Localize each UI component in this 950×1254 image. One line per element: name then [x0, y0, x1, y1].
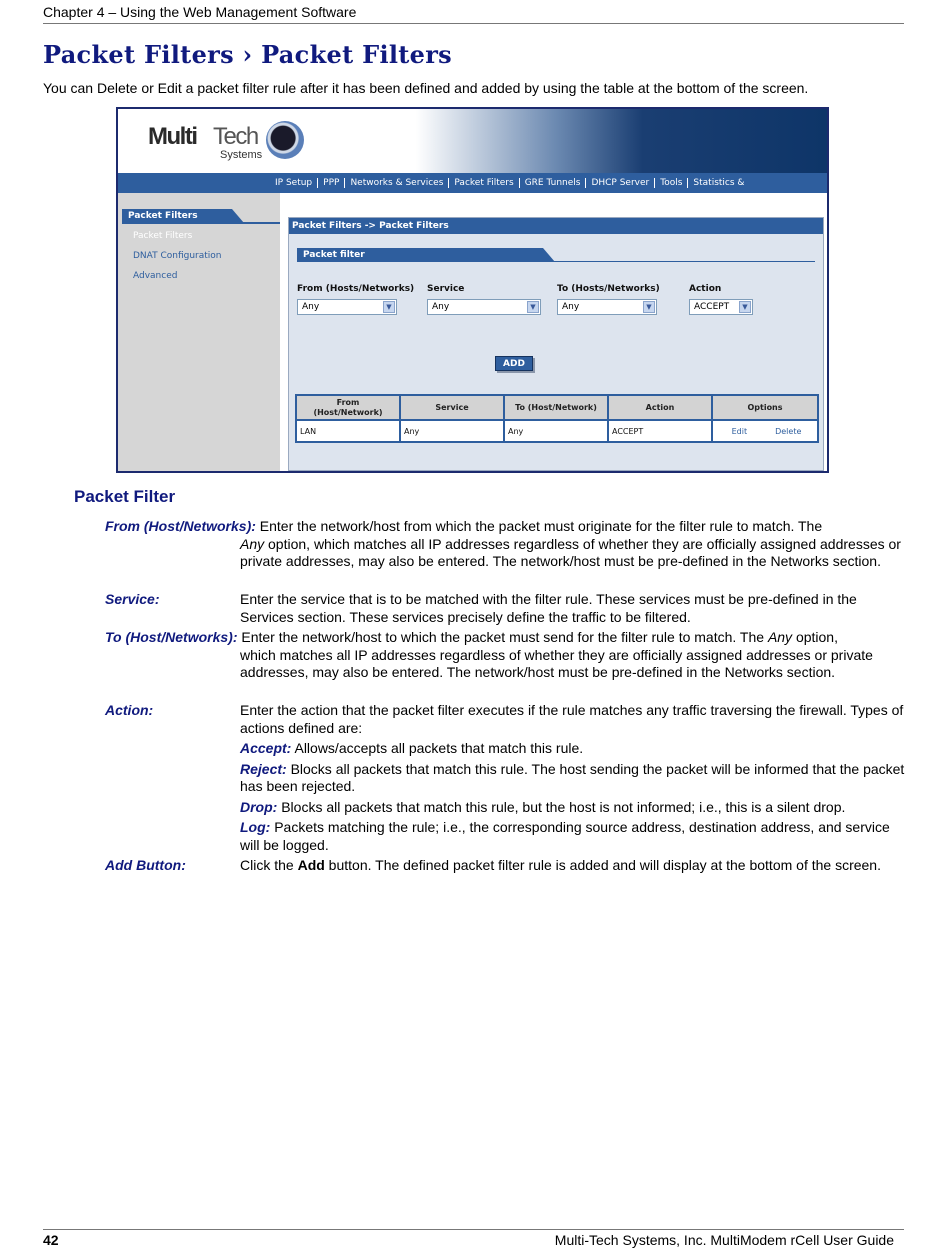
- rules-table: [295, 394, 819, 443]
- sidebar-tab: Packet Filters: [122, 209, 232, 223]
- delete-link[interactable]: Delete: [775, 426, 802, 436]
- action-type-log: [240, 819, 905, 854]
- add-button[interactable]: ADD: [495, 356, 533, 371]
- nav-gre-tunnels[interactable]: GRE Tunnels: [520, 178, 587, 188]
- to-select-value: Any: [562, 302, 580, 312]
- cell-action: ACCEPT: [608, 420, 712, 442]
- chapter-header: Chapter 4 – Using the Web Management Software: [43, 4, 904, 24]
- action-select[interactable]: [689, 299, 753, 315]
- from-select-value: Any: [302, 302, 320, 312]
- action-select-value: ACCEPT: [694, 302, 730, 312]
- action-label: Action: [689, 284, 722, 294]
- desc-service-text: Enter the service that is to be matched with the filter rule. These services must be pre-defined in the Services section. These services precisely define the traffic to be filtered.: [240, 591, 857, 625]
- sidebar-divider: [122, 222, 280, 224]
- col-options: Options: [712, 395, 818, 420]
- term-service: Service:: [105, 591, 160, 607]
- sidebar: [118, 193, 280, 473]
- cell-options: [712, 420, 818, 442]
- desc-add-bold: Add: [297, 857, 325, 873]
- logo-circle-icon: [266, 121, 304, 159]
- col-service: Service: [400, 395, 504, 420]
- page-title: Packet Filters › Packet Filters: [43, 40, 452, 69]
- desc-to: [105, 629, 905, 682]
- action-type-text: Blocks all packets that match this rule, but the host is not informed; i.e., this is a silent drop.: [277, 798, 846, 815]
- term-to: To (Host/Networks):: [105, 629, 238, 645]
- desc-from-any: Any: [240, 535, 265, 552]
- desc-add-text-b: button. The defined packet filter rule is added and will display at the bottom of the screen.: [324, 857, 881, 873]
- desc-from: [105, 518, 905, 571]
- action-type-name: Reject:: [240, 760, 287, 777]
- chevron-down-icon[interactable]: ▼: [527, 301, 539, 313]
- desc-to-text-b: which matches all IP addresses regardless of whether they are officially assigned addresses or private addresses, may also be entered. The network/host must be pre-defined in the Networks section.: [240, 646, 873, 680]
- page-number: 42: [43, 1232, 59, 1248]
- action-type-name: Drop:: [240, 798, 278, 815]
- to-select[interactable]: [557, 299, 657, 315]
- cell-from: LAN: [296, 420, 400, 442]
- term-add: Add Button:: [105, 857, 186, 873]
- to-label: To (Hosts/Networks): [557, 284, 660, 294]
- footer-divider: [43, 1229, 904, 1230]
- chevron-down-icon[interactable]: ▼: [739, 301, 751, 313]
- term-from: From (Host/Networks):: [105, 518, 256, 534]
- nav-networks-services[interactable]: Networks & Services: [345, 178, 449, 188]
- main-panel: [288, 217, 824, 471]
- service-label: Service: [427, 284, 465, 294]
- desc-to-any: Any: [767, 629, 793, 645]
- logo-text-tech: Tech: [213, 123, 258, 150]
- nav-packet-filters[interactable]: Packet Filters: [449, 178, 519, 188]
- footer-guide-title: Multi-Tech Systems, Inc. MultiModem rCell User Guide: [554, 1232, 894, 1248]
- section-heading: Packet Filter: [74, 487, 176, 506]
- edit-link[interactable]: Edit: [731, 426, 748, 436]
- cell-service: Any: [400, 420, 504, 442]
- nav-ip-setup[interactable]: IP Setup: [270, 178, 318, 188]
- intro-paragraph: You can Delete or Edit a packet filter rule after it has been defined and added by using the table at the bottom of the screen.: [43, 80, 809, 96]
- logo-text-systems: Systems: [220, 149, 263, 161]
- desc-add: [105, 857, 905, 875]
- chevron-down-icon[interactable]: ▼: [643, 301, 655, 313]
- sidebar-item-advanced[interactable]: Advanced: [133, 271, 178, 281]
- embedded-screenshot: [116, 107, 829, 473]
- action-type-reject: [240, 761, 905, 796]
- sidebar-item-packet-filters[interactable]: Packet Filters: [133, 231, 193, 241]
- col-action: Action: [608, 395, 712, 420]
- table-row: [296, 420, 818, 442]
- nav-statistics[interactable]: Statistics &: [693, 178, 745, 188]
- section-divider: [297, 261, 815, 262]
- top-nav: [118, 173, 827, 193]
- action-type-text: Blocks all packets that match this rule. The host sending the packet will be informed that the packet has been rejected.: [240, 760, 905, 794]
- packet-filter-tab: Packet filter: [297, 248, 543, 262]
- desc-to-text-a: Enter the network/host to which the packet must send for the filter rule to match. The: [237, 629, 768, 645]
- col-to: To (Host/Network): [504, 395, 608, 420]
- cell-to: Any: [504, 420, 608, 442]
- action-type-name: Accept:: [240, 740, 292, 756]
- desc-to-text-b-1: option,: [792, 629, 838, 645]
- action-type-drop: [240, 799, 905, 817]
- chevron-down-icon[interactable]: ▼: [383, 301, 395, 313]
- action-type-text: Packets matching the rule; i.e., the corresponding source address, destination address, and service will be logged.: [240, 819, 890, 853]
- desc-add-text-a: Click the: [240, 857, 298, 873]
- from-label: From (Hosts/Networks): [297, 284, 415, 294]
- nav-dhcp-server[interactable]: DHCP Server: [586, 178, 655, 188]
- service-select-value: Any: [432, 302, 450, 312]
- desc-service: [105, 591, 905, 626]
- breadcrumb: Packet Filters -> Packet Filters: [289, 218, 823, 234]
- desc-action: [105, 702, 905, 854]
- action-type-name: Log:: [240, 819, 271, 835]
- action-type-text: Allows/accepts all packets that match this rule.: [291, 740, 584, 756]
- logo-text-multi: Multi: [148, 123, 197, 150]
- nav-tools[interactable]: Tools: [655, 178, 688, 188]
- sidebar-item-dnat-configuration[interactable]: DNAT Configuration: [133, 251, 222, 261]
- desc-from-text-b: option, which matches all IP addresses regardless of whether they are officially assigned addresses or private addresses, may also be entered. The network/host must be pre-defined in the Networks section.: [240, 535, 901, 569]
- desc-action-text: Enter the action that the packet filter executes if the rule matches any traffic traversing the firewall. Types of actions defined are:: [240, 702, 904, 736]
- action-type-accept: [240, 740, 905, 758]
- nav-ppp[interactable]: PPP: [318, 178, 345, 188]
- col-from: From (Host/Network): [296, 395, 400, 420]
- service-select[interactable]: [427, 299, 541, 315]
- desc-from-text-a: Enter the network/host from which the packet must originate for the filter rule to match. The: [255, 518, 823, 534]
- from-select[interactable]: [297, 299, 397, 315]
- term-action: Action:: [105, 702, 154, 718]
- banner: [118, 109, 827, 173]
